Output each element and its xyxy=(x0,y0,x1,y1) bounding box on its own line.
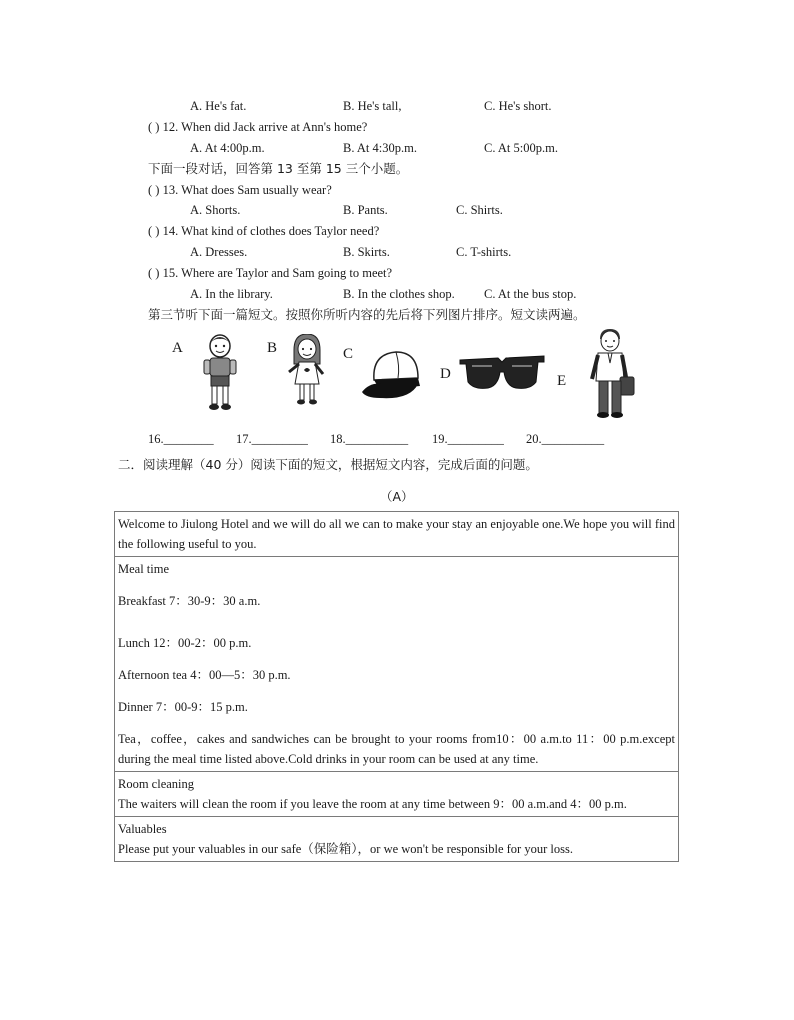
q15-option-b: B. In the clothes shop. xyxy=(343,287,455,301)
table-row xyxy=(115,817,679,862)
hotel-intro: Welcome to Jiulong Hotel and we will do all we can to make your stay an enjoyable one.We hope you will find the following useful to you. xyxy=(115,512,679,557)
q15-option-a: A. In the library. xyxy=(190,287,273,301)
part2-heading: 二．阅读理解（40 分）阅读下面的短文，根据短文内容，完成后面的问题。 xyxy=(118,457,538,472)
valuables-text: Please put your valuables in our safe（保险箱），or we won't be responsible for your loss. xyxy=(118,842,573,856)
valuables-title: Valuables xyxy=(118,822,167,836)
cap-icon xyxy=(360,348,422,402)
dialogue-instruction: 下面一段对话，回答第 13 至第 15 三个小题。 xyxy=(148,161,409,176)
valuables-cell xyxy=(115,817,679,862)
answer-blank-20[interactable]: 20.__________ xyxy=(526,432,605,446)
afternoon-tea-time: Afternoon tea 4：00—5：30 p.m. xyxy=(118,668,291,682)
q12-stem: ( ) 12. When did Jack arrive at Ann's home? xyxy=(148,120,368,134)
girl-icon xyxy=(286,334,328,406)
table-row xyxy=(115,772,679,817)
q12-option-a: A. At 4:00p.m. xyxy=(190,141,265,155)
answer-blank-16[interactable]: 16.________ xyxy=(148,432,214,446)
table-row xyxy=(115,557,679,772)
sunglasses-icon xyxy=(458,352,546,394)
man-with-bag-icon xyxy=(588,329,636,419)
picture-label-c: C xyxy=(343,346,354,362)
table-row xyxy=(115,512,679,557)
boy-icon xyxy=(200,333,240,413)
room-cleaning-text: The waiters will clean the room if you leave the room at any time between 9：00 a.m.and 4：00 p.m. xyxy=(118,797,627,811)
picture-label-b: B xyxy=(267,340,278,356)
hotel-info-table xyxy=(114,511,679,862)
q14-option-c: C. T-shirts. xyxy=(456,245,512,259)
room-service-text: Tea，coffee，cakes and sandwiches can be brought to your rooms from10：00 a.m.to 11：00 p.m.except during the meal time listed above.Cold drinks in your room can be used at any time. xyxy=(118,732,675,766)
picture-label-e: E xyxy=(557,373,567,389)
q15-option-c: C. At the bus stop. xyxy=(484,287,577,301)
answer-blank-17[interactable]: 17._________ xyxy=(236,432,308,446)
meal-time-cell xyxy=(115,557,679,772)
q13-option-a: A. Shorts. xyxy=(190,203,241,217)
section3-instruction: 第三节听下面一篇短文。按照你所听内容的先后将下列图片排序。短文读两遍。 xyxy=(148,307,586,322)
q15-stem: ( ) 15. Where are Taylor and Sam going to meet? xyxy=(148,266,393,280)
q11-option-a: A. He's fat. xyxy=(190,99,247,113)
meal-time-title: Meal time xyxy=(118,562,170,576)
q14-option-b: B. Skirts. xyxy=(343,245,390,259)
dinner-time: Dinner 7：00-9：15 p.m. xyxy=(118,700,248,714)
room-cleaning-cell xyxy=(115,772,679,817)
breakfast-time: Breakfast 7：30-9：30 a.m. xyxy=(118,594,261,608)
q12-option-c: C. At 5:00p.m. xyxy=(484,141,558,155)
q14-option-a: A. Dresses. xyxy=(190,245,248,259)
picture-label-a: A xyxy=(172,340,183,356)
answer-blank-18[interactable]: 18.__________ xyxy=(330,432,409,446)
picture-label-d: D xyxy=(440,366,451,382)
q11-option-c: C. He's short. xyxy=(484,99,552,113)
q11-option-b: B. He's tall, xyxy=(343,99,402,113)
passage-label: （A） xyxy=(380,489,414,504)
q13-option-b: B. Pants. xyxy=(343,203,388,217)
lunch-time: Lunch 12：00-2：00 p.m. xyxy=(118,636,252,650)
q14-stem: ( ) 14. What kind of clothes does Taylor need? xyxy=(148,224,380,238)
q13-option-c: C. Shirts. xyxy=(456,203,503,217)
answer-blank-19[interactable]: 19._________ xyxy=(432,432,504,446)
room-cleaning-title: Room cleaning xyxy=(118,777,195,791)
q12-option-b: B. At 4:30p.m. xyxy=(343,141,417,155)
q13-stem: ( ) 13. What does Sam usually wear? xyxy=(148,183,332,197)
